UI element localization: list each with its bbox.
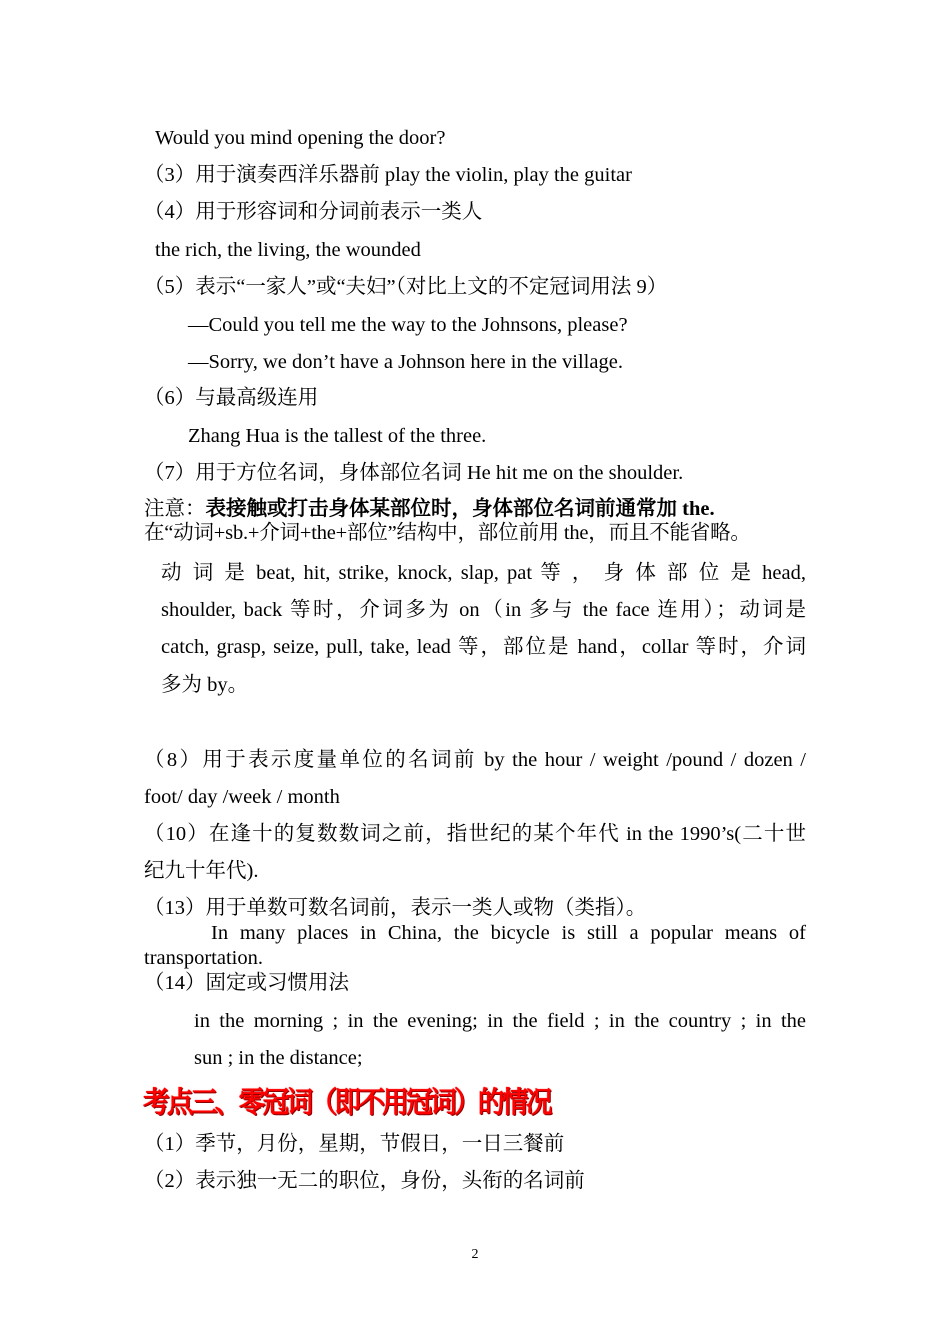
note-detail-line-4: 多为 by。 (161, 674, 249, 696)
note-structure: 在“动词+sb.+介词+the+部位”结构中，部位前用 the，而且不能省略。 (144, 522, 751, 544)
rule-5: （5）表示“一家人”或“夫妇”（对比上文的不定冠词用法 9） (144, 276, 668, 298)
note-bold-text: 表接触或打击身体某部位时，身体部位名词前通常加 the. (205, 498, 715, 520)
zero-article-rule-2: （2）表示独一无二的职位，身份，头衔的名词前 (144, 1170, 585, 1192)
rule-8-continued: foot/ day /week / month (144, 786, 340, 808)
note-label: 注意： (144, 498, 206, 520)
rule-3: （3）用于演奏西洋乐器前 play the violin, play the guitar (144, 164, 632, 186)
rule-13-example: In many places in China, the bicycle is still a popular means of (211, 922, 806, 944)
rule-14-examples-continued: sun ; in the distance; (194, 1047, 363, 1069)
rule-6-example: Zhang Hua is the tallest of the three. (188, 425, 487, 447)
rule-10-continued: 纪九十年代). (144, 860, 259, 882)
page-number: 2 (471, 1247, 479, 1262)
dialogue-line-1: —Could you tell me the way to the Johnsons, please? (188, 314, 628, 336)
note-detail-line-2: shoulder, back 等时，介词多为 on（in 多与 the face 连用）；动词是 (161, 599, 806, 621)
rule-14: （14）固定或习惯用法 (144, 972, 349, 994)
note-line (144, 497, 715, 521)
rule-8: （8）用于表示度量单位的名词前 by the hour / weight /pound / dozen / (144, 749, 806, 771)
rule-7: （7）用于方位名词，身体部位名词 He hit me on the shoulder. (144, 462, 684, 484)
zero-article-rule-1: （1）季节，月份，星期，节假日，一日三餐前 (144, 1133, 565, 1155)
rule-13: （13）用于单数可数名词前，表示一类人或物（类指）。 (144, 897, 647, 919)
section-heading: 考点三、零冠词（即不用冠词）的情况 (143, 1085, 550, 1119)
dialogue-line-2: —Sorry, we don’t have a Johnson here in the village. (188, 351, 623, 373)
note-detail-line-1: 动 词 是 beat, hit, strike, knock, slap, pat 等 ， 身 体 部 位 是 head, (161, 562, 806, 584)
rule-6: （6）与最高级连用 (144, 387, 319, 409)
note-detail-line-3: catch, grasp, seize, pull, take, lead 等，部位是 hand，collar 等时，介词 (161, 636, 806, 658)
rule-4: （4）用于形容词和分词前表示一类人 (144, 201, 483, 223)
rule-13-example-continued: transportation. (144, 947, 263, 969)
rule-4-examples: the rich, the living, the wounded (155, 239, 421, 261)
rule-10: （10）在逢十的复数数词之前，指世纪的某个年代 in the 1990’s(二十世 (144, 823, 806, 845)
example-sentence: Would you mind opening the door? (155, 127, 446, 149)
rule-14-examples: in the morning ; in the evening; in the field ; in the country ; in the (194, 1010, 806, 1032)
